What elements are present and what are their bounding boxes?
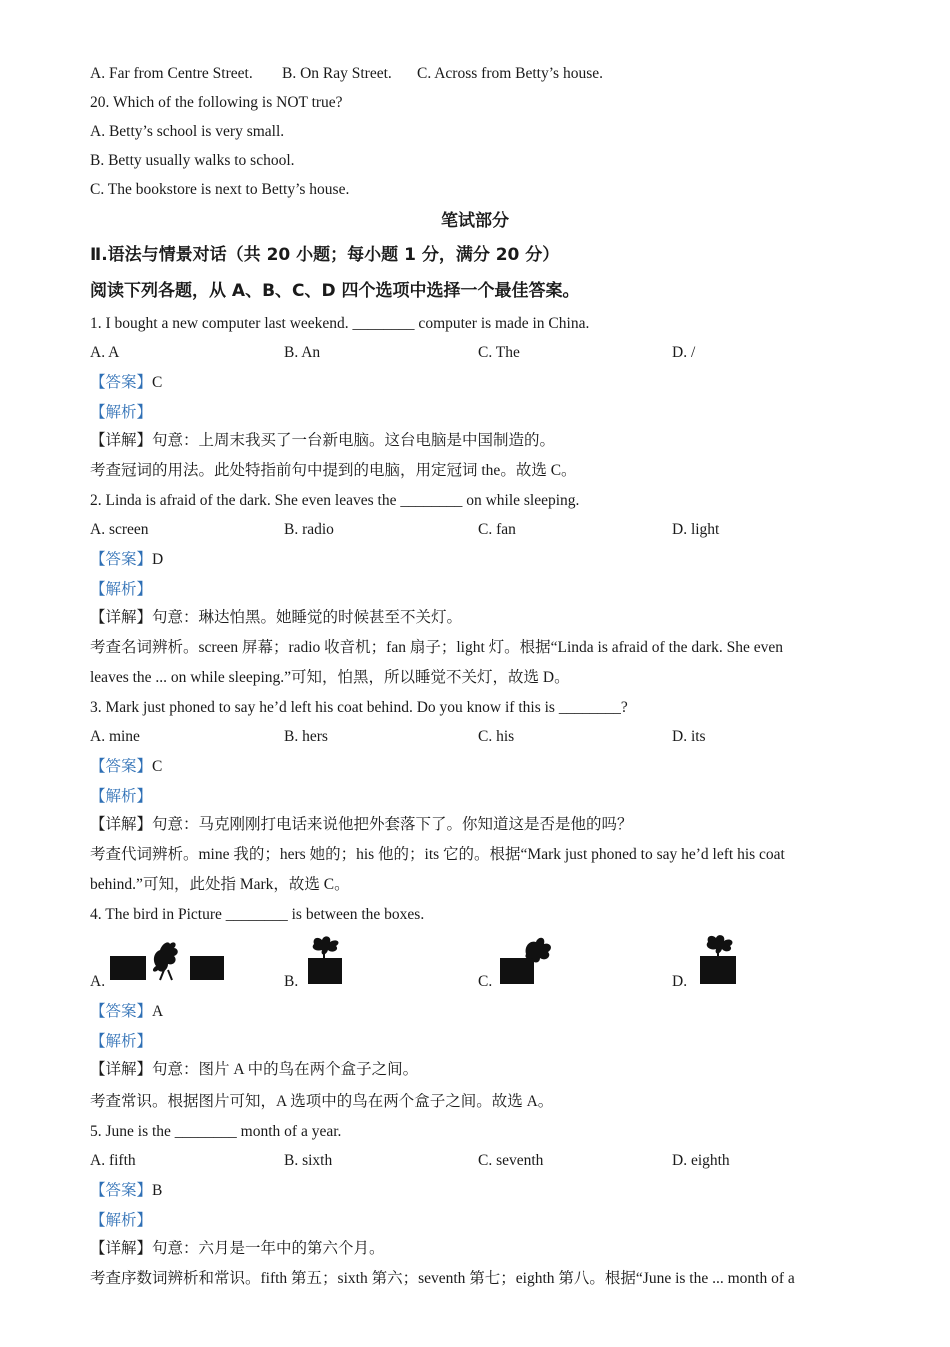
detail-tag: 【详解】	[90, 816, 153, 833]
q20-option-a: A. Betty’s school is very small.	[90, 123, 285, 140]
q5-option-d: D. eighth	[672, 1152, 730, 1169]
q2-option-d: D. light	[672, 521, 720, 538]
q1-detail	[90, 431, 555, 451]
q4-stem: 4. The bird in Picture ________ is between the boxes.	[90, 906, 425, 923]
q4-option-d: D.	[672, 973, 688, 990]
q5-explain: 考查序数词辨析和常识。fifth 第五；sixth 第六；seventh 第七；eighth 第八。根据“June is the ... month of a	[90, 1270, 795, 1287]
q2-explain-1: 考查名词辨析。screen 屏幕；radio 收音机；fan 扇子；light 灯。根据“Linda is afraid of the dark. She even	[90, 639, 784, 656]
detail-tag: 【详解】	[90, 1240, 153, 1257]
q3-detail	[90, 815, 633, 835]
q2-option-b: B. radio	[284, 521, 334, 538]
section-title: 笔试部分	[441, 211, 509, 231]
q3-option-a: A. mine	[90, 728, 140, 745]
q1-option-b: B. An	[284, 344, 321, 361]
q20-stem: 20. Which of the following is NOT true?	[90, 94, 343, 111]
q4-option-a: A.	[90, 973, 106, 990]
answer-value: B	[152, 1182, 163, 1199]
q1-option-d: D. /	[672, 344, 696, 361]
q20-option-c: C. The bookstore is next to Betty’s house.	[90, 181, 350, 198]
answer-tag: 【答案】	[90, 551, 153, 568]
answer-tag: 【答案】	[90, 1003, 153, 1020]
answer-value: C	[152, 374, 163, 391]
q2-detail	[90, 608, 462, 628]
picture-b-bird-on-box	[304, 934, 348, 986]
detail-text: 句意：上周末我买了一台新电脑。这台电脑是中国制造的。	[152, 432, 556, 449]
q1-option-a: A. A	[90, 344, 120, 361]
q1-stem: 1. I bought a new computer last weekend. ________ computer is made in China.	[90, 315, 590, 332]
q1-option-c: C. The	[478, 344, 520, 361]
q4-option-b: B.	[284, 973, 299, 990]
picture-a-bird-between-boxes	[108, 936, 226, 984]
detail-text: 句意：马克刚刚打电话来说他把外套落下了。你知道这是否是他的吗？	[152, 816, 633, 833]
q1-analysis-tag: 【解析】	[90, 404, 153, 421]
q3-option-d: D. its	[672, 728, 706, 745]
picture-c-bird-behind-box	[498, 934, 556, 986]
q19-option-a: A. Far from Centre Street.	[90, 65, 253, 82]
q3-analysis-tag: 【解析】	[90, 788, 153, 805]
q19-option-c: C. Across from Betty’s house.	[417, 65, 603, 82]
q5-detail	[90, 1239, 385, 1259]
q5-stem: 5. June is the ________ month of a year.	[90, 1123, 342, 1140]
q2-option-c: C. fan	[478, 521, 516, 538]
q4-explain: 考查常识。根据图片可知，A 选项中的鸟在两个盒子之间。故选 A。	[90, 1093, 554, 1110]
detail-text: 句意：琳达怕黑。她睡觉的时候甚至不关灯。	[152, 609, 463, 626]
q5-option-a: A. fifth	[90, 1152, 136, 1169]
detail-tag: 【详解】	[90, 1061, 153, 1078]
q4-analysis-tag: 【解析】	[90, 1033, 153, 1050]
answer-tag: 【答案】	[90, 374, 153, 391]
answer-value: D	[152, 551, 164, 568]
answer-value: A	[152, 1003, 164, 1020]
q3-option-c: C. his	[478, 728, 515, 745]
detail-text: 句意：六月是一年中的第六个月。	[152, 1240, 385, 1257]
q2-analysis-tag: 【解析】	[90, 581, 153, 598]
instruction: 阅读下列各题，从 A、B、C、D 四个选项中选择一个最佳答案。	[90, 281, 580, 301]
q20-option-b: B. Betty usually walks to school.	[90, 152, 295, 169]
q19-option-b: B. On Ray Street.	[282, 65, 392, 82]
q2-explain-2: leaves the ... on while sleeping.”可知，怕黑，所以睡觉不关灯，故选 D。	[90, 669, 570, 686]
q4-answer	[90, 1002, 163, 1022]
q1-explain: 考查冠词的用法。此处特指前句中提到的电脑，用定冠词 the。故选 C。	[90, 462, 577, 479]
q4-option-c: C.	[478, 973, 493, 990]
q3-stem: 3. Mark just phoned to say he’d left his coat behind. Do you know if this is ________?	[90, 699, 628, 716]
picture-d-bird-on-box	[696, 934, 742, 986]
q1-answer	[90, 373, 162, 393]
detail-tag: 【详解】	[90, 432, 153, 449]
q4-detail	[90, 1060, 418, 1080]
q5-answer	[90, 1181, 162, 1201]
q3-explain-2: behind.”可知，此处指 Mark，故选 C。	[90, 876, 350, 893]
q5-analysis-tag: 【解析】	[90, 1212, 153, 1229]
answer-value: C	[152, 758, 163, 775]
answer-tag: 【答案】	[90, 758, 153, 775]
q2-stem: 2. Linda is afraid of the dark. She even leaves the ________ on while sleeping.	[90, 492, 580, 509]
q2-answer	[90, 550, 163, 570]
q3-explain-1: 考查代词辨析。mine 我的；hers 她的；his 他的；its 它的。根据“Mark just phoned to say he’d left his coat	[90, 846, 785, 863]
answer-tag: 【答案】	[90, 1182, 153, 1199]
q5-option-c: C. seventh	[478, 1152, 544, 1169]
q3-answer	[90, 757, 162, 777]
part-heading: Ⅱ.语法与情景对话（共 20 小题；每小题 1 分，满分 20 分）	[90, 245, 560, 265]
q5-option-b: B. sixth	[284, 1152, 333, 1169]
detail-text: 句意：图片 A 中的鸟在两个盒子之间。	[152, 1061, 419, 1078]
detail-tag: 【详解】	[90, 609, 153, 626]
q2-option-a: A. screen	[90, 521, 149, 538]
q3-option-b: B. hers	[284, 728, 328, 745]
